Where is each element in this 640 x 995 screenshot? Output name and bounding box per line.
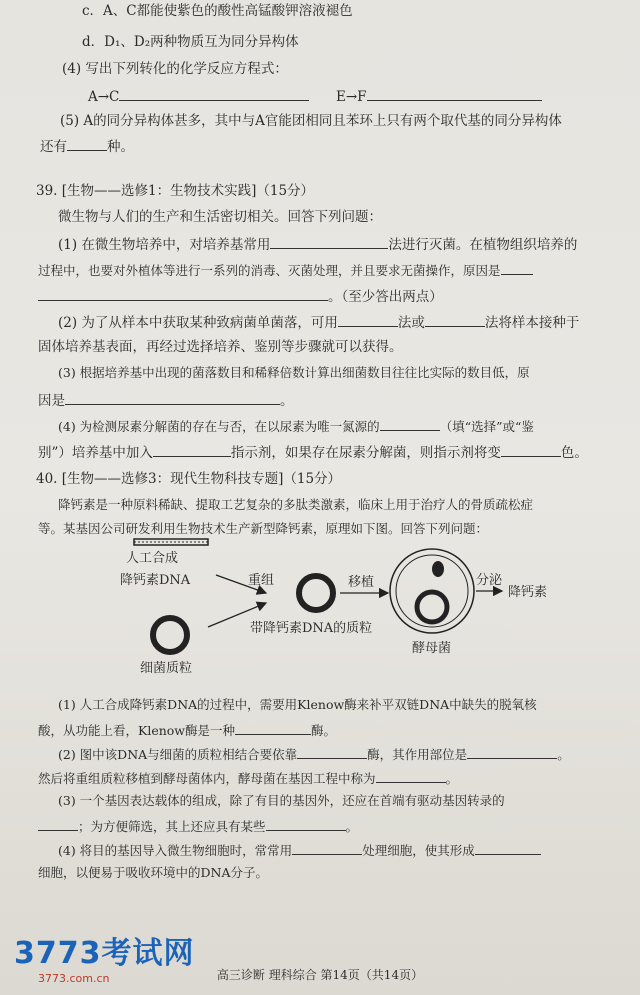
section-40-title: 40. [生物——选修3：现代生物科技专题]（15分） [36, 471, 342, 487]
section-39-title: 39. [生物——选修1：生物技术实践]（15分） [36, 183, 315, 199]
plasmid-icon [153, 618, 187, 652]
q39-3: (3) 根据培养基中出现的菌落数目和稀释倍数计算出细菌数目往往比实际的数目低，原 [58, 365, 530, 380]
reaction-e-f: E→F [336, 86, 542, 106]
q40-3: (3) 一个基因表达载体的组成，除了有目的基因外，还应在首端有驱动基因转录的 [58, 793, 505, 808]
q40-3-cont: ；为方便筛选，其上还应具有某些 。 [38, 816, 358, 836]
option-d: d．D₁、D₂两种物质互为同分异构体 [82, 34, 299, 50]
option-c: c．A、C都能使紫色的酸性高锰酸钾溶液褪色 [82, 3, 353, 19]
dna-label-2: 降钙素DNA [120, 573, 191, 588]
product-label: 降钙素 [508, 585, 548, 600]
step-recombine: 重组 [248, 573, 275, 588]
q40-4: (4) 将目的基因导入微生物细胞时，常常用 处理细胞，使其形成 [58, 840, 541, 860]
q40-2: (2) 图中该DNA与细菌的质粒相结合要依靠 酶，其作用部位是 。 [58, 744, 570, 764]
section-40-intro-2: 等。某基因公司研发利用生物技术生产新型降钙素，原理如下图。回答下列问题： [38, 521, 489, 536]
page-footer: 高三诊断 理科综合 第14页（共14页） [216, 968, 424, 982]
question-4: (4) 写出下列转化的化学反应方程式： [62, 61, 288, 77]
section-40-intro-1: 降钙素是一种原料稀缺、提取工艺复杂的多肽类激素，临床上用于治疗人的骨质疏松症 [58, 497, 534, 512]
q39-1-cont: 过程中，也要对外植体等进行一系列的消毒、灭菌处理，并且要求无菌操作，原因是 [38, 260, 533, 280]
q39-4-cont: 别”）培养基中加入 指示剂，如果存在尿素分解菌，则指示剂将变 色。 [38, 442, 588, 462]
q40-2-cont: 然后将重组质粒移植到酵母菌体内，酵母菌在基因工程中称为 。 [38, 768, 458, 788]
step-secrete: 分泌 [476, 573, 503, 588]
recombinant-label: 带降钙素DNA的质粒 [250, 621, 373, 636]
q40-1-cont: 酸，从功能上看，Klenow酶是一种 酶。 [38, 720, 336, 740]
question-5: (5) A的同分异构体甚多，其中与A官能团相同且苯环上只有两个取代基的同分异构体 [60, 113, 562, 129]
q39-3-cont: 因是 。 [38, 390, 294, 410]
question-5-cont: 还有 种。 [40, 136, 134, 156]
q40-1: (1) 人工合成降钙素DNA的过程中，需要用Klenow酶来补平双链DNA中缺失的脱氧核 [58, 697, 537, 712]
q39-4: (4) 为检测尿素分解菌的存在与否，在以尿素为唯一氮源的 （填“选择”或“鉴 [58, 416, 534, 436]
q39-2: (2) 为了从样本中获取某种致病菌单菌落，可用 法或 法将样本接种于 [58, 312, 579, 332]
recombinant-plasmid-icon [299, 576, 333, 610]
yeast-label: 酵母菌 [412, 641, 452, 656]
section-39-intro: 微生物与人们的生产和生活密切相关。回答下列问题： [58, 209, 382, 225]
watermark-sub: 3773.com.cn [38, 972, 110, 985]
genetic-engineering-diagram [70, 535, 590, 685]
watermark-main: 3773考试网 [14, 936, 195, 971]
plasmid-label: 细菌质粒 [140, 661, 193, 676]
q39-1: (1) 在微生物培养中，对培养基常用 法进行灭菌。在植物组织培养的 [58, 234, 577, 254]
q39-2-cont: 固体培养基表面，再经过选择培养、鉴别等步骤就可以获得。 [38, 339, 403, 355]
step-transplant: 移植 [348, 575, 375, 590]
q40-4-cont: 细胞，以便易于吸收环境中的DNA分子。 [38, 865, 268, 880]
q39-1-end: 。（至少答出两点） [38, 286, 443, 306]
dna-label-1: 人工合成 [126, 551, 179, 566]
reaction-a-c: A→C [88, 86, 309, 106]
